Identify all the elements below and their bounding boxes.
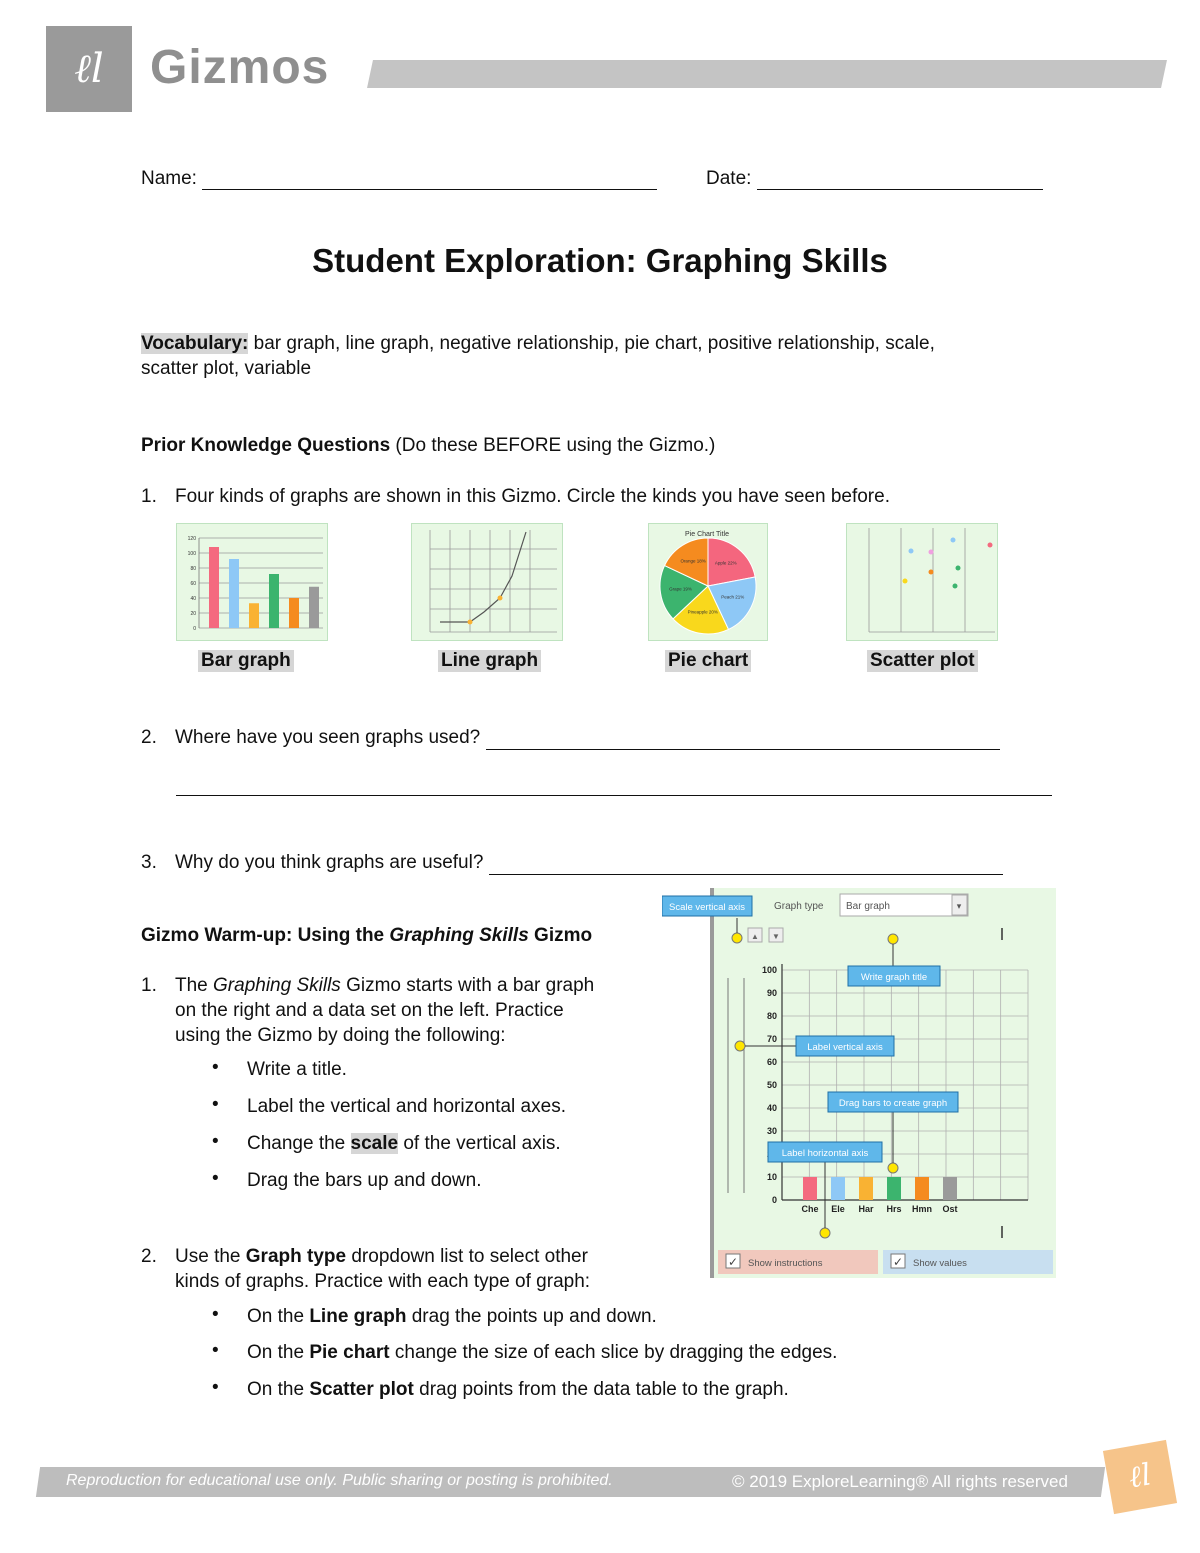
- gizmo-bar[interactable]: [887, 1177, 901, 1200]
- brand-name: Gizmos: [150, 41, 330, 94]
- svg-text:▼: ▼: [772, 932, 780, 941]
- pie-chart-thumbnail: [648, 523, 768, 641]
- question-2-text: Where have you seen graphs used?: [175, 727, 481, 748]
- gizmo-y-tick: 70: [766, 1034, 777, 1044]
- vocabulary-text-2: scatter plot, variable: [141, 358, 312, 379]
- footer-copyright: © 2019 ExploreLearning® All rights reserved: [732, 1472, 1068, 1491]
- warmup-heading: Gizmo Warm-up: Using the Graphing Skills Gizmo: [141, 925, 593, 946]
- gizmo-y-tick: 10: [766, 1172, 777, 1182]
- svg-text:Bar graph: Bar graph: [846, 901, 890, 912]
- bullet-pie-chart: On the Pie chart change the size of each slice by dragging the edges.: [247, 1342, 838, 1363]
- label-pie-chart: Pie chart: [665, 650, 751, 672]
- gizmo-category: Har: [858, 1204, 874, 1214]
- gizmo-category: Ele: [831, 1204, 845, 1214]
- gizmo-y-tick: 40: [766, 1103, 777, 1113]
- question-1-text: Four kinds of graphs are shown in this Gizmo. Circle the kinds you have seen before.: [175, 486, 890, 507]
- gizmo-bar[interactable]: [859, 1177, 873, 1200]
- bullet-drag-bars: Drag the bars up and down.: [247, 1170, 482, 1191]
- question-3: [141, 850, 1061, 875]
- pie-thumb-label: Orange 18%: [680, 558, 706, 564]
- gizmo-category: Hmn: [912, 1204, 932, 1214]
- svg-text:✓: ✓: [893, 1255, 904, 1269]
- footer-logo: ℓl: [1103, 1440, 1177, 1514]
- bar-thumb-bar: [309, 587, 319, 628]
- pie-thumb-title: Pie Chart Title: [685, 531, 729, 538]
- bullet-label-axes: Label the vertical and horizontal axes.: [247, 1096, 566, 1117]
- vocabulary: [141, 331, 1061, 381]
- footer-disclaimer: Reproduction for educational use only. Public sharing or posting is prohibited.: [66, 1472, 613, 1489]
- prior-note: (Do these BEFORE using the Gizmo.): [390, 435, 716, 456]
- gizmo-category: Ost: [942, 1204, 958, 1214]
- name-label: Name:: [141, 168, 197, 189]
- callout-scale-vertical-axis: Scale vertical axis: [668, 902, 746, 913]
- gizmo-category: Che: [801, 1204, 819, 1214]
- name-field: [141, 168, 657, 190]
- bullet: •: [212, 1377, 219, 1398]
- bar-thumb-tick: 40: [190, 596, 196, 602]
- bullet-scatter-plot: On the Scatter plot drag points from the data table to the graph.: [247, 1379, 789, 1400]
- bullet: •: [212, 1131, 219, 1152]
- label-line-graph: Line graph: [438, 650, 541, 672]
- gizmo-y-tick: 100: [761, 965, 777, 975]
- question-2-number: 2.: [141, 727, 157, 748]
- bar-thumb-tick: 80: [190, 566, 196, 572]
- gizmo-y-tick: 80: [766, 1011, 777, 1021]
- brand-logo: ℓl: [46, 26, 132, 112]
- bullet-change-scale: Change the scale of the vertical axis.: [247, 1133, 561, 1154]
- date-field: [706, 168, 1043, 190]
- pie-thumb-label: Apple 22%: [714, 560, 737, 566]
- gizmo-y-tick: 0: [771, 1195, 777, 1205]
- gizmo-y-tick: 30: [766, 1126, 777, 1136]
- bullet: •: [212, 1094, 219, 1115]
- question-3-number: 3.: [141, 852, 157, 873]
- line-graph-thumbnail: [411, 523, 563, 641]
- svg-text:✓: ✓: [728, 1255, 739, 1269]
- callout-write-title: Write graph title: [860, 972, 928, 983]
- gizmo-y-tick: 60: [766, 1057, 777, 1067]
- pie-thumb-label: Pineapple 20%: [687, 609, 718, 615]
- date-label: Date:: [706, 168, 752, 189]
- gizmo-category: Hrs: [886, 1204, 902, 1214]
- question-1: [141, 484, 1061, 509]
- bar-thumb-bar: [289, 598, 299, 628]
- prior-heading-row: [141, 433, 1061, 458]
- gizmo-screenshot: [662, 888, 1056, 1278]
- callout-label-vertical-axis: Label vertical axis: [807, 1042, 883, 1053]
- scatter-plot-thumbnail: [846, 523, 998, 641]
- bar-thumb-bar: [229, 559, 239, 628]
- page-title: Student Exploration: Graphing Skills: [312, 242, 888, 279]
- bar-thumb-tick: 20: [190, 611, 196, 617]
- show-instructions-label: Show instructions: [748, 1258, 823, 1269]
- bar-thumb-tick: 120: [187, 536, 196, 542]
- bullet: •: [212, 1304, 219, 1325]
- gizmo-y-tick: 50: [766, 1080, 777, 1090]
- question-2-blank-line-2[interactable]: [176, 780, 1052, 796]
- warmup-item-1: 1. The Graphing Skills Gizmo starts with a bar graph on the right and a data set on the left. Practice using the Gizmo by doing the following:: [141, 975, 595, 1046]
- date-blank[interactable]: [757, 171, 1043, 190]
- bullet: •: [212, 1340, 219, 1361]
- callout-label-horizontal-axis: Label horizontal axis: [781, 1148, 869, 1159]
- bullet: •: [212, 1168, 219, 1189]
- question-1-number: 1.: [141, 486, 157, 507]
- bar-thumb-tick: 60: [190, 581, 196, 587]
- bar-graph-thumbnail: [176, 523, 328, 641]
- label-bar-graph: Bar graph: [198, 650, 294, 672]
- gizmo-bar[interactable]: [831, 1177, 845, 1200]
- svg-text:▲: ▲: [751, 932, 759, 941]
- bar-thumb-tick: 100: [187, 551, 196, 557]
- pie-thumb-label: Peach 21%: [721, 594, 745, 600]
- prior-heading: Prior Knowledge Questions: [141, 435, 391, 456]
- gizmo-y-tick: 90: [766, 988, 777, 998]
- vocabulary-label: Vocabulary:: [141, 333, 249, 354]
- name-blank[interactable]: [202, 171, 657, 190]
- show-values-label: Show values: [913, 1258, 967, 1269]
- svg-text:▾: ▾: [956, 901, 962, 911]
- pie-thumb-label: Grape 19%: [669, 586, 692, 592]
- graph-type-label: Graph type: [774, 901, 824, 912]
- question-3-text: Why do you think graphs are useful?: [175, 852, 484, 873]
- header-bar: [367, 60, 1167, 88]
- question-3-blank[interactable]: [489, 856, 1003, 875]
- warmup-item-2: 2. Use the Graph type dropdown list to select other kinds of graphs. Practice with each type of graph:: [141, 1246, 591, 1292]
- bullet: •: [212, 1057, 219, 1078]
- gizmo-bar[interactable]: [803, 1177, 817, 1200]
- question-2-blank[interactable]: [486, 731, 1000, 750]
- bar-thumb-bar: [249, 603, 259, 628]
- bar-thumb-bar: [269, 574, 279, 628]
- bar-thumb-bar: [209, 547, 219, 628]
- gizmo-bar[interactable]: [943, 1177, 957, 1200]
- gizmo-bar[interactable]: [915, 1177, 929, 1200]
- bullet-line-graph: On the Line graph drag the points up and down.: [247, 1306, 657, 1327]
- callout-drag-bars: Drag bars to create graph: [838, 1098, 948, 1109]
- bar-thumb-tick: 0: [193, 626, 196, 632]
- label-scatter-plot: Scatter plot: [867, 650, 978, 672]
- question-2: [141, 725, 1061, 750]
- vocabulary-text: bar graph, line graph, negative relationship, pie chart, positive relationship, scale,: [248, 333, 935, 354]
- bullet-write-title: Write a title.: [247, 1059, 347, 1080]
